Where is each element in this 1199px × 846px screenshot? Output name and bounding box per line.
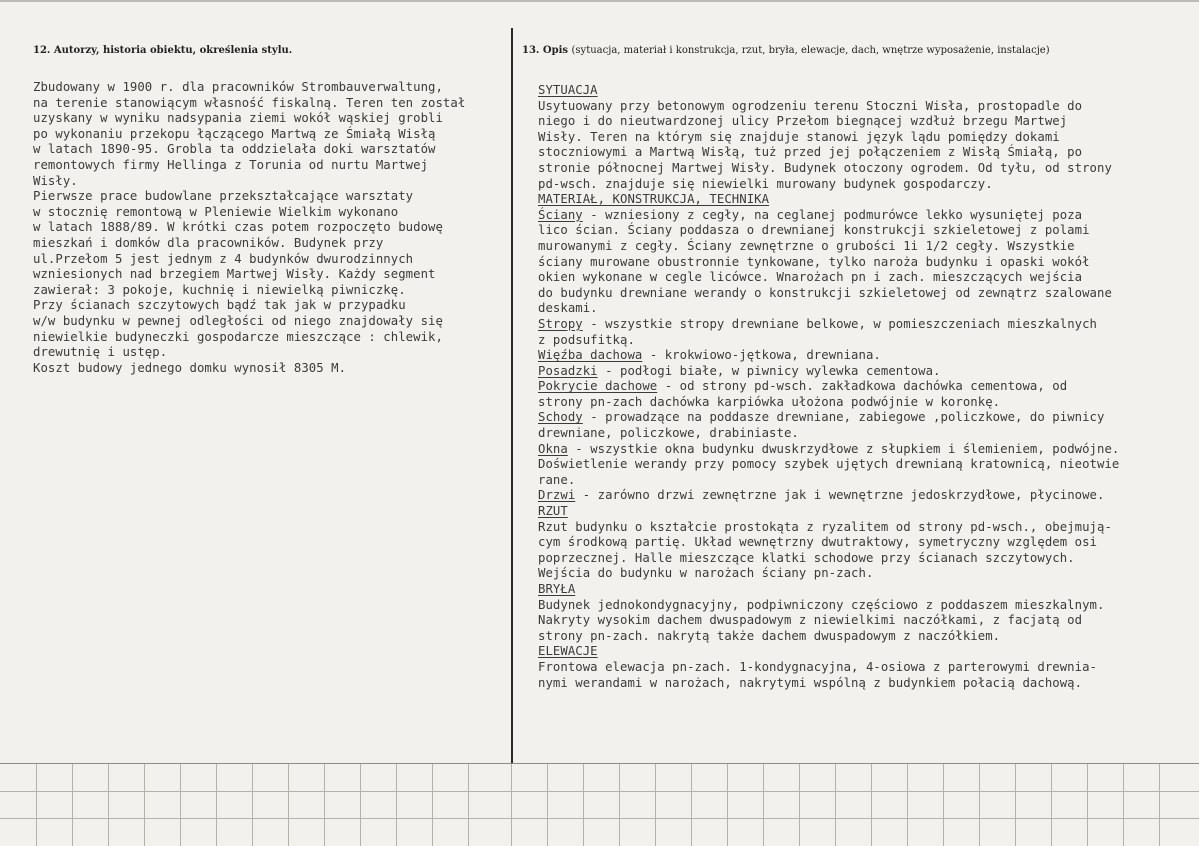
line-text: lico ścian. Ściany poddasza o drewnianej konstrukcji szkieletowej z polami [538,223,1090,238]
grid-column-line [360,764,361,846]
grid-column-line [655,764,656,846]
grid-column-line [324,764,325,846]
typed-line [538,301,1119,317]
grid-column-line [144,764,145,846]
typed-line [538,177,1119,193]
typed-line [538,83,1119,99]
grid-column-line [943,764,944,846]
line-text: - podłogi białe, w piwnicy wylewka cementowa. [597,363,941,378]
section-label: Posadzki [538,363,598,378]
line-text: - wszystkie okna budynku dwuskrzydłowe z słupkiem i ślemieniem, podwójne. [567,441,1120,456]
line-text: Rzut budynku o kształcie prostokąta z ryzalitem od strony pd-wsch., obejmują- [538,519,1112,534]
section-label: MATERIAŁ, KONSTRUKCJA, TECHNIKA [538,192,770,207]
line-text: - prowadzące na poddasze drewniane, zabiegowe ,policzkowe, do piwnicy [582,410,1105,425]
typed-line [538,364,1119,380]
typed-line [538,255,1119,271]
line-text: z podsufitką. [538,332,635,347]
typed-line: w/w budynku w pewnej odległości od niego znajdowały się [33,313,443,328]
typed-line [538,660,1119,676]
section-12-title: Autorzy, historia obiektu, określenia stylu. [53,45,293,56]
line-text: Usytuowany przy betonowym ogrodzeniu terenu Stoczni Wisła, prostopadle do [538,98,1083,113]
grid-column-line [799,764,800,846]
typed-line [538,270,1119,286]
typed-line: po wykonaniu przekopu łączącego Martwą ze Śmiałą Wisłą [33,126,436,141]
typed-line [538,192,1119,208]
line-text: do budynku drewniane werandy o konstrukcji szkieletowej od zewnątrz szalowane [538,285,1112,300]
grid-column-line [180,764,181,846]
grid-column-line [1051,764,1052,846]
typed-line [538,520,1119,536]
typed-line [538,99,1119,115]
typed-line: Pierwsze prace budowlane przekształcające warsztaty [33,189,414,204]
typed-line: zawierał: 3 pokoje, kuchnię i niewielką piwniczkę. [33,282,406,297]
grid-column-line [727,764,728,846]
typed-line [538,644,1119,660]
line-text: cym środkową partię. Układ wewnętrzny dwutraktowy, symetryczny względem osi [538,535,1098,550]
typed-line [538,676,1119,692]
typed-line [538,613,1119,629]
typed-line [538,130,1119,146]
line-text: nymi werandami w narożach, nakrytymi wspólną z budynkiem połacią dachową. [538,675,1083,690]
typed-line [538,566,1119,582]
grid-column-line [547,764,548,846]
typed-line [538,426,1119,442]
section-12-number: 12. [33,45,51,56]
grid-column-line [835,764,836,846]
grid-column-line [1159,764,1160,846]
section-label: BRYŁA [538,582,576,596]
section-13-header [522,45,1050,56]
line-text: pd-wsch. znajduje się niewielki murowany budynek gospodarczy. [538,176,993,191]
section-label: Okna [538,441,568,456]
line-text: - krokwiowo-jętkowa, drewniana. [642,348,881,363]
typed-line [538,145,1119,161]
section-13-number: 13. [522,45,540,56]
grid-column-line [396,764,397,846]
section-label: RZUT [538,504,568,519]
typed-line: Przy ścianach szczytowych bądź tak jak w przypadku [33,298,406,313]
section-12-header [33,45,292,56]
grid-column-line [432,764,433,846]
line-text: stoczniowymi a Martwą Wisłą, tuż przed jej połączeniem z Wisłą Śmiałą, po [538,145,1083,160]
line-text: rane. [538,472,576,487]
typed-line: w latach 1888/89. W krótki czas potem rozpoczęto budowę [33,220,443,235]
grid-column-line [468,764,469,846]
typed-line: na terenie stanowiącym własność fiskalną. Teren ten został [33,95,466,110]
grid-column-line [907,764,908,846]
typed-line [538,410,1119,426]
typed-line: niewielkie budyneczki gospodarcze mieszczące : chlewik, [33,329,443,344]
typed-line [538,286,1119,302]
section-13-typed-text [538,83,1119,691]
line-text: ściany murowane obustronnie tynkowane, tylko naroża budynku i opaski wokół [538,254,1090,269]
line-text: Doświetlenie werandy przy pomocy szybek ujętych drewnianą kratownicą, nieotwie [538,457,1120,472]
grid-column-line [252,764,253,846]
section-12-typed-text [33,80,465,376]
section-13-title-bold: Opis [542,45,569,56]
grid-column-line [979,764,980,846]
grid-column-line [763,764,764,846]
typed-line [538,629,1119,645]
grid-column-line [288,764,289,846]
line-text: strony pn-zach dachówka karpiówka ułożona podwójnie w koronkę. [538,394,1001,409]
typed-line: drewutnię i ustęp. [33,345,168,360]
grid-column-line [72,764,73,846]
section-13-title-rest: (sytuacja, materiał i konstrukcja, rzut, bryła, elewacje, dach, wnętrze wyposażenie, instalacje) [571,45,1050,56]
grid-column-line [1015,764,1016,846]
grid-column-line [36,764,37,846]
grid-column-line [871,764,872,846]
line-text: deskami. [538,301,598,316]
typed-line: wzniesionych nad brzegiem Martwej Wisły. Każdy segment [33,267,436,282]
section-label: Drzwi [538,488,576,503]
typed-line [538,535,1119,551]
typed-line [538,504,1119,520]
typed-line [538,348,1119,364]
typed-line: ul.Przełom 5 jest jednym z 4 budynków dwurodzinnych [33,251,414,266]
grid-column-line [691,764,692,846]
section-label: Ściany [538,207,583,222]
line-text: okien wykonane w cegle licówce. Wnarożach pn i zach. mieszczących wejścia [538,270,1083,285]
grid-column-line [511,764,512,846]
typed-line: uzyskany w wyniku nadsypania ziemi wokół wąskiej grobli [33,111,443,126]
line-text: Wejścia do budynku w narożach ściany pn-zach. [538,566,874,581]
line-text: niego i do nieutwardzonej ulicy Przełom biegnącej wzdłuż brzegu Martwej [538,114,1068,129]
typed-line [538,457,1119,473]
typed-line [538,317,1119,333]
typed-line [538,223,1119,239]
line-text: poprzecznej. Halle mieszczące klatki schodowe przy ścianach szczytowych. [538,550,1075,565]
typed-line: mieszkań i domków dla pracowników. Budynek przy [33,235,384,250]
line-text: - wzniesiony z cegły, na ceglanej podmurówce lekko wysuniętej poza [582,207,1083,222]
typed-line [538,333,1119,349]
line-text: strony pn-zach. nakrytą także dachem dwuspadowym z naczółkiem. [538,628,1001,643]
grid-column-line [108,764,109,846]
typed-line [538,582,1119,598]
line-text: drewniane, policzkowe, drabiniaste. [538,426,799,441]
typed-line: Wisły. [33,173,78,188]
typed-line [538,208,1119,224]
typed-line [538,239,1119,255]
grid-column-line [1087,764,1088,846]
section-label: Pokrycie dachowe [538,379,658,394]
line-text: Nakryty wysokim dachem dwuspadowym z niewielkimi naczółkami, z facjatą od [538,613,1083,628]
section-label: SYTUACJA [538,83,598,97]
grid-column-line [619,764,620,846]
typed-line [538,442,1119,458]
typed-line: Koszt budowy jednego domku wynosił 8305 M. [33,360,347,375]
typed-line [538,488,1119,504]
typed-line [538,551,1119,567]
line-text: - od strony pd-wsch. zakładkowa dachówka cementowa, od [657,379,1068,394]
section-label: Schody [538,410,583,425]
typed-line [538,395,1119,411]
typed-line [538,114,1119,130]
grid-column-line [1123,764,1124,846]
column-divider [511,28,513,763]
grid-column-line [216,764,217,846]
section-label: ELEWACJE [538,644,598,659]
line-text: - zarówno drzwi zewnętrzne jak i wewnętrzne jedoskrzydłowe, płycinowe. [575,488,1105,503]
bottom-form-grid [0,763,1199,846]
typed-line [538,598,1119,614]
typed-line [538,379,1119,395]
top-border [0,0,1199,2]
section-label: Stropy [538,316,583,331]
grid-column-line [583,764,584,846]
section-label: Więźba dachowa [538,348,643,363]
line-text: - wszystkie stropy drewniane belkowe, w pomieszczeniach mieszkalnych [582,316,1098,331]
line-text: murowanymi z cegły. Ściany zewnętrzne o grubości 1i 1/2 cegły. Wszystkie [538,238,1075,253]
typed-line: Zbudowany w 1900 r. dla pracowników Strombauverwaltung, [33,80,443,94]
typed-line: w latach 1890-95. Grobla ta oddzielała doki warsztatów [33,142,436,157]
line-text: Frontowa elewacja pn-zach. 1-kondygnacyjna, 4-osiowa z parterowymi drewnia- [538,659,1098,674]
typed-line: remontowych firmy Hellinga z Torunia od nurtu Martwej [33,157,429,172]
line-text: stronie północnej Martwej Wisły. Budynek otoczony ogrodem. Od tyłu, od strony [538,160,1112,175]
typed-line [538,473,1119,489]
line-text: Wisły. Teren na którym się znajduje stanowi język lądu pomiędzy dokami [538,129,1060,144]
typed-line [538,161,1119,177]
typed-line: w stocznię remontową w Pleniewie Wielkim wykonano [33,204,399,219]
line-text: Budynek jednokondygnacyjny, podpiwniczony częściowo z poddaszem mieszkalnym. [538,597,1105,612]
